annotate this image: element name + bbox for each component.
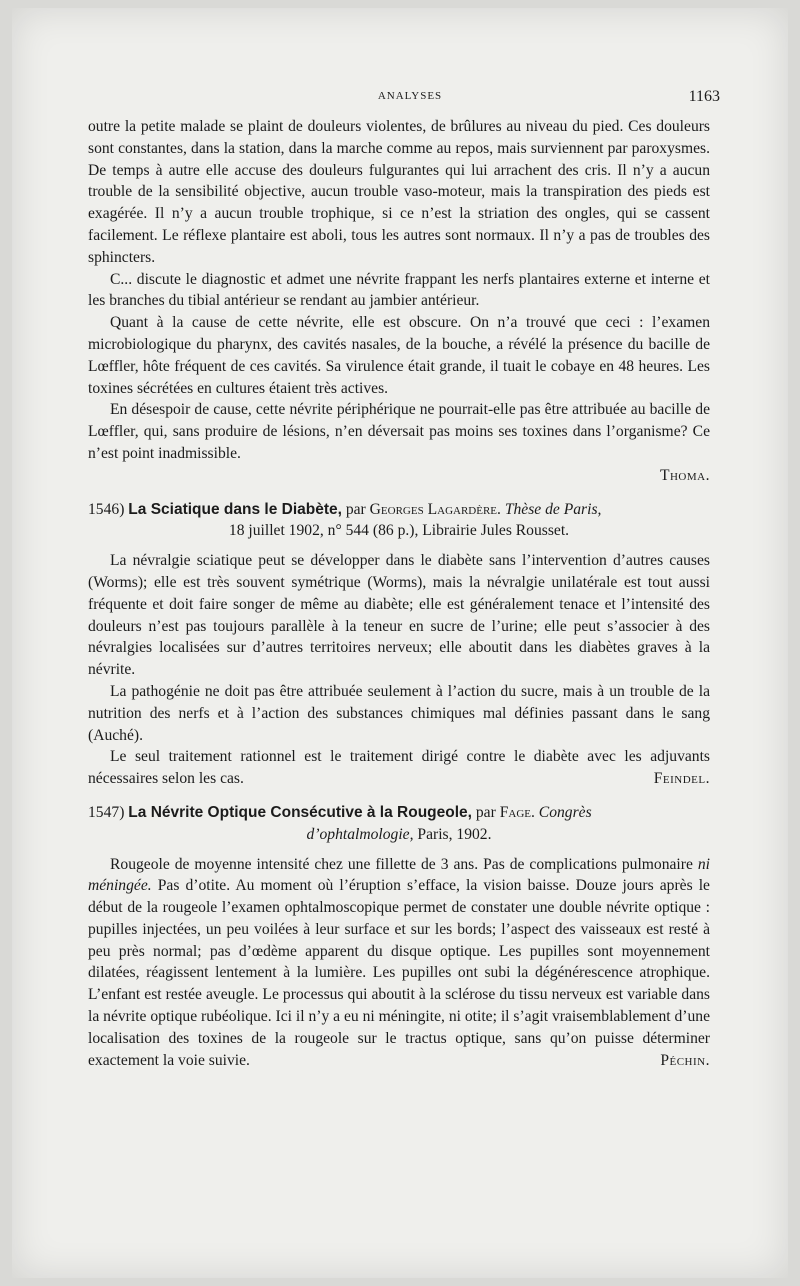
page-header bbox=[100, 88, 720, 108]
entry-1546-details: 18 juillet 1902, n° 544 (86 p.), Librairie Jules Rousset. bbox=[228, 522, 570, 540]
entry-1546-paragraph-2: La pathogénie ne doit pas être attribuée seulement à l’action du sucre, mais à un trouble de la nutrition des nerfs et à l’action des substances chimiques mal définies passant dans le sang (Auché). bbox=[88, 682, 710, 744]
signature-thoma: Thoma. bbox=[659, 466, 710, 484]
entry-author: Georges Lagardère. bbox=[369, 500, 501, 518]
entry-author: Fage. bbox=[499, 803, 535, 821]
page-body bbox=[88, 116, 710, 1071]
entry-1546-paragraph-3-text: Le seul traitement rationnel est le traitement dirigé contre le diabète avec les adjuvants nécessaires selon les cas. bbox=[88, 748, 710, 788]
entry-title: La Sciatique dans le Diabète, bbox=[128, 500, 342, 518]
signature-feindel: Feindel. bbox=[653, 770, 710, 788]
page-number: 1163 bbox=[688, 88, 720, 105]
paragraph-hypothesis: En désespoir de cause, cette névrite périphérique ne pourrait-elle pas être attribuée au bacille de Lœffler, qui, sans produire de lésions, n’en déversait pas moins ses toxines dans l’organisme? Ce n’est point inadmissible. bbox=[88, 401, 710, 462]
entry-number: 1547) bbox=[88, 803, 125, 821]
entry-1546-heading bbox=[88, 499, 710, 521]
entry-1547-paragraph-1 bbox=[88, 854, 710, 1072]
entry-1547-text-a: Rougeole de moyenne intensité chez une fillette de 3 ans. Pas de complications pulmonaire bbox=[110, 855, 693, 873]
signature-pechin: Péchin. bbox=[660, 1051, 710, 1069]
paragraph-cause: Quant à la cause de cette névrite, elle est obscure. On n’a trouvé que ceci : l’examen microbiologique du pharynx, des cavités nasales, de la bouche, a révélé la présence du bacille de Lœffler, hôte fréquent de ces cavités. Sa virulence était grande, il tuait le cobaye en 48 heures. Les toxines sécrétées en cultures étaient très actives. bbox=[88, 314, 710, 397]
entry-1546-paragraph-1: La névralgie sciatique peut se développer dans le diabète sans l’intervention d’autres causes (Worms); elle est très souvent symétrique (Worms), mais la névralgie unilatérale est tout aussi fréquente et doit faire songer de même au diabète; elle est généralement tenace et l’intensité des douleurs n’est pas toujours parallèle à la teneur en sucre de l’urine; elle peut s’associer à des névralgies localisées sur d’autres territoires nerveux; elle aboutit dans les diabètes graves à la névrite. bbox=[88, 552, 710, 679]
entry-title: La Névrite Optique Consécutive à la Rougeole, bbox=[128, 803, 472, 821]
entry-place-date: Paris, 1902. bbox=[417, 825, 492, 843]
entry-source: Congrès bbox=[538, 803, 592, 821]
entry-1547-emphasis: ni méningée. bbox=[88, 855, 710, 895]
entry-number: 1546) bbox=[88, 500, 125, 518]
entry-1547-text-b: Pas d’otite. Au moment où l’éruption s’efface, la vision baisse. Douze jours après le début de la rougeole l’examen ophtalmoscopique permet de constater une double névrite optique : pupilles injectées, un peu voilées à leur surface et sur les bords; l’aspect des vaisseaux est resté à peu près normal; pas d’œdème apparent du disque optique. Les pupilles sont moyennement dilatées, réagissent lentement à la lumière. Les pupilles ont subi la dégénérescence atrophique. L’enfant est restée aveugle. Le processus qui aboutit à la sclérose du tissu nerveux est variable dans la névrite optique rubéolique. Ici il n’y a eu ni méningite, ni otite; il s’agit vraisemblablement d’une localisation des toxines de la rougeole sur le tractus optique, sans qu’on puisse déterminer exactement la voie suivie. bbox=[88, 877, 710, 1069]
entry-by: par bbox=[475, 803, 496, 821]
entry-source: Thèse de Paris, bbox=[504, 500, 602, 518]
entry-1547-heading bbox=[88, 802, 710, 824]
entry-source-continued: d’ophtalmologie, bbox=[306, 825, 414, 843]
entry-1547-details bbox=[88, 824, 710, 846]
paragraph-continuation: outre la petite malade se plaint de douleurs violentes, de brûlures au niveau du pied. Ces douleurs sont constantes, dans la station, dans la marche comme au repos, mais surviennent par paroxysmes. De temps à autre elle accuse des douleurs fulgurantes qui lui arrachent des cris. Il n’y a aucun trouble de la sensibilité objective, aucun trouble vaso-moteur, mais la transpiration des pieds est exagérée. Il n’y a aucun trouble trophique, si ce n’est la striation des ongles, qui se cassent facilement. Le réflexe plantaire est aboli, tous les autres sont normaux. Il n’y a pas de troubles des sphincters. bbox=[88, 118, 710, 266]
running-title: ANALYSES bbox=[377, 90, 443, 102]
entry-by: par bbox=[345, 500, 366, 518]
paragraph-diagnosis: C... discute le diagnostic et admet une névrite frappant les nerfs plantaires externe et interne et les branches du tibial antérieur se rendant au jambier antérieur. bbox=[88, 270, 710, 310]
entry-1546-paragraph-3 bbox=[88, 746, 710, 790]
